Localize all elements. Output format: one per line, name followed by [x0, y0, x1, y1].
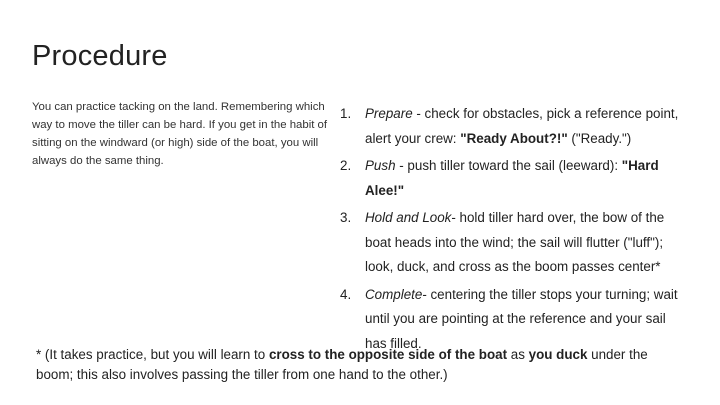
footnote [36, 345, 676, 385]
step-lead: Hold and Look [365, 210, 452, 225]
step-lead: Push [365, 158, 396, 173]
step-item-1 [340, 102, 690, 151]
step-text: - check for obstacles, pick a reference point, alert your crew: [365, 106, 679, 146]
step-lead: Prepare [365, 106, 413, 121]
step-text: - push tiller toward the sail (leeward): [395, 158, 622, 173]
procedure-steps-list [340, 102, 690, 359]
step-command: "Ready About?!" [460, 130, 568, 146]
step-text: - centering the tiller stops your turning; wait until you are pointing at the reference and your sail has filled. [365, 286, 678, 351]
footnote-emphasis-cross: cross to the opposite side of the boat [268, 347, 508, 362]
intro-paragraph: You can practice tacking on the land. Remembering which way to move the tiller can be hard. If you get in the habit of sitting on the windward (or high) side of the boat, you will always do the same thing. [32, 101, 328, 167]
step-number: 3. [340, 210, 352, 225]
step-lead: Complete [365, 286, 423, 302]
step-number: 4. [340, 286, 352, 302]
footnote-part-2: as [507, 347, 529, 362]
step-number: 2. [340, 158, 352, 173]
step-number: 1. [340, 106, 352, 121]
step-item-2 [340, 154, 690, 203]
step-response: ("Ready.") [567, 130, 632, 146]
footnote-emphasis-duck: you duck [528, 347, 588, 362]
footnote-part-3: under the boom; this also involves passing the tiller from one hand to the other.) [36, 347, 648, 382]
footnote-part-1: * (It takes practice, but you will learn to [36, 347, 269, 362]
step-text: - hold tiller hard over, the bow of the boat heads into the wind; the sail will flutter ("luff"); look, duck, and cross as the boom passes center* [365, 210, 665, 274]
step-command: "Hard Alee!" [365, 158, 659, 198]
page-title: Procedure [32, 40, 168, 72]
step-item-3 [340, 206, 690, 280]
